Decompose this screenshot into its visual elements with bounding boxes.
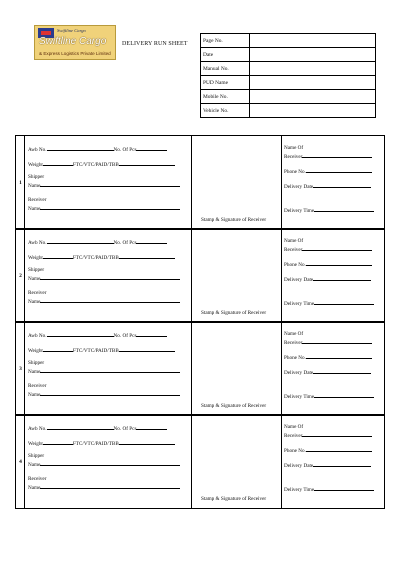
shipper-name-field[interactable]: Name [28, 274, 180, 282]
entry-number: 2 [19, 272, 22, 279]
receiver-name-field[interactable]: Name [28, 204, 180, 212]
name-of-label: Name Of [284, 145, 304, 151]
page-no-label: Page No. [201, 34, 250, 48]
phone-no-field[interactable]: Phone No. [284, 260, 372, 268]
vehicle-no-label: Vehicle No. [201, 104, 250, 118]
manual-no-field[interactable] [250, 62, 376, 76]
logo-name: Swiftline Cargo [39, 36, 107, 47]
manual-no-label: Manual No. [201, 62, 250, 76]
header-info-table [200, 33, 376, 118]
shipper-label: Shipper [28, 360, 45, 366]
receiver-label: Receiver [28, 383, 47, 389]
stamp-signature-area[interactable]: Stamp & Signature of Receiver [201, 403, 267, 409]
shipper-label: Shipper [28, 453, 45, 459]
delivery-entry [15, 321, 385, 416]
name-of-receiver-field[interactable]: Receiver [284, 245, 372, 253]
delivery-entry [15, 414, 385, 509]
company-logo [34, 25, 116, 60]
delivery-date-field[interactable]: Delivery Date [284, 275, 371, 283]
delivery-time-field[interactable]: Delivery Time [284, 392, 374, 400]
receiver-label: Receiver [28, 290, 47, 296]
mobile-no-label: Mobile No. [201, 90, 250, 104]
shipper-label: Shipper [28, 174, 45, 180]
awb-no-field[interactable]: Awb No. No. Of Pcs [28, 331, 167, 339]
delivery-date-field[interactable]: Delivery Date [284, 461, 371, 469]
shipper-label: Shipper [28, 267, 45, 273]
delivery-entry [15, 135, 385, 230]
mobile-no-field[interactable] [250, 90, 376, 104]
awb-no-field[interactable]: Awb No. No. Of Pcs [28, 238, 167, 246]
phone-no-field[interactable]: Phone No. [284, 353, 372, 361]
shipper-name-field[interactable]: Name [28, 460, 180, 468]
name-of-label: Name Of [284, 238, 304, 244]
logo-subtitle: & Express Logistics Private Limited [39, 51, 111, 56]
weight-field[interactable]: Weight FTC/VTC/PAID/TBB [28, 346, 175, 354]
stamp-signature-area[interactable]: Stamp & Signature of Receiver [201, 496, 267, 502]
name-of-receiver-field[interactable]: Receiver [284, 338, 372, 346]
shipper-name-field[interactable]: Name [28, 181, 180, 189]
delivery-entry [15, 228, 385, 323]
weight-field[interactable]: Weight FTC/VTC/PAID/TBB [28, 160, 175, 168]
delivery-date-field[interactable]: Delivery Date [284, 368, 371, 376]
delivery-time-field[interactable]: Delivery Time [284, 485, 374, 493]
phone-no-field[interactable]: Phone No. [284, 446, 372, 454]
date-field[interactable] [250, 48, 376, 62]
receiver-label: Receiver [28, 476, 47, 482]
awb-no-field[interactable]: Awb No. No. Of Pcs [28, 424, 167, 432]
vehicle-no-field[interactable] [250, 104, 376, 118]
shipper-name-field[interactable]: Name [28, 367, 180, 375]
name-of-receiver-field[interactable]: Receiver [284, 152, 372, 160]
page-title: DELIVERY RUN SHEET [122, 41, 188, 47]
pud-name-label: PUD Name [201, 76, 250, 90]
entry-number: 3 [19, 365, 22, 372]
phone-no-field[interactable]: Phone No. [284, 167, 372, 175]
pud-name-field[interactable] [250, 76, 376, 90]
receiver-name-field[interactable]: Name [28, 297, 180, 305]
name-of-label: Name Of [284, 331, 304, 337]
receiver-label: Receiver [28, 197, 47, 203]
delivery-time-field[interactable]: Delivery Time [284, 299, 374, 307]
name-of-receiver-field[interactable]: Receiver [284, 431, 372, 439]
page-no-field[interactable] [250, 34, 376, 48]
delivery-time-field[interactable]: Delivery Time [284, 206, 374, 214]
delivery-date-field[interactable]: Delivery Date [284, 182, 371, 190]
entry-number: 1 [19, 179, 22, 186]
weight-field[interactable]: Weight FTC/VTC/PAID/TBB [28, 253, 175, 261]
stamp-signature-area[interactable]: Stamp & Signature of Receiver [201, 217, 267, 223]
receiver-name-field[interactable]: Name [28, 483, 180, 491]
entry-number: 4 [19, 458, 22, 465]
logo-tagline: Swiftline Cargo [57, 28, 86, 33]
date-label: Date [201, 48, 250, 62]
receiver-name-field[interactable]: Name [28, 390, 180, 398]
stamp-signature-area[interactable]: Stamp & Signature of Receiver [201, 310, 267, 316]
weight-field[interactable]: Weight FTC/VTC/PAID/TBB [28, 439, 175, 447]
name-of-label: Name Of [284, 424, 304, 430]
awb-no-field[interactable]: Awb No. No. Of Pcs [28, 145, 167, 153]
